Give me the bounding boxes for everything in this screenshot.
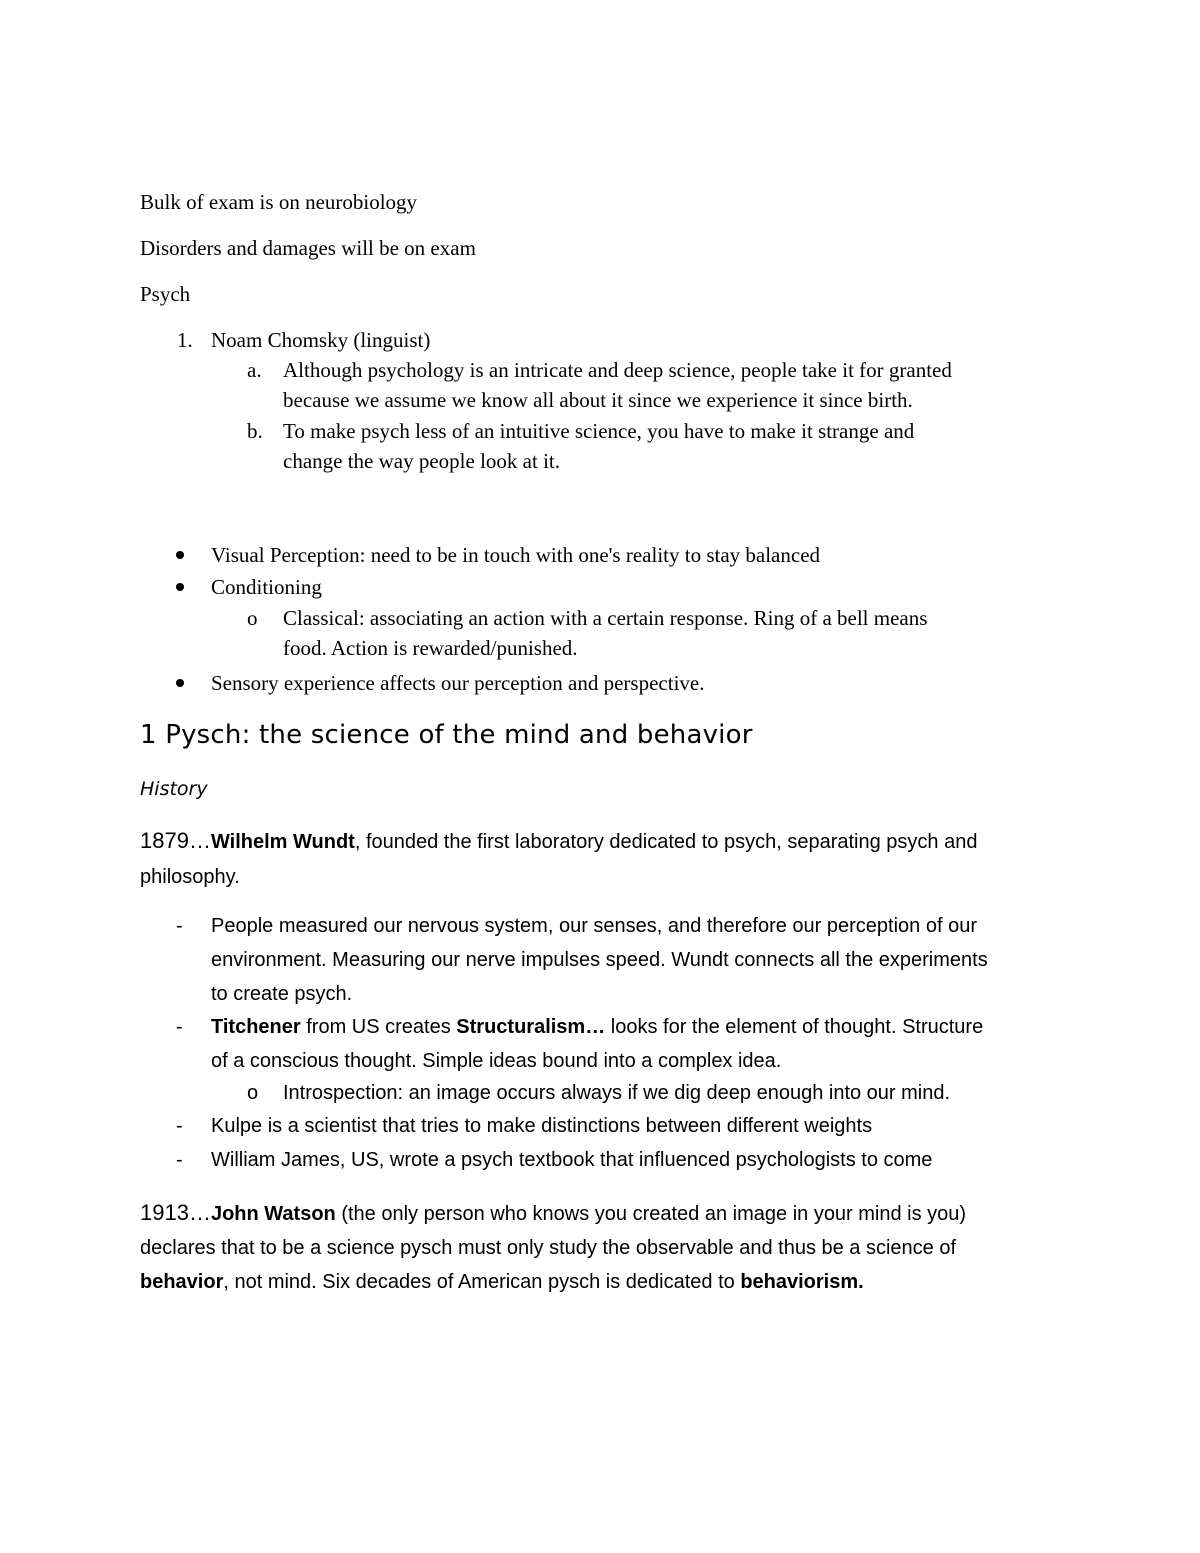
sub-item-b-line2: change the way people look at it.	[283, 449, 560, 473]
note-line-disorders: Disorders and damages will be on exam	[140, 236, 476, 260]
paragraph-1879-line2: philosophy.	[140, 866, 240, 888]
numbered-item-label: Noam Chomsky (linguist)	[211, 328, 431, 352]
sub-item-a-line2: because we assume we know all about it since we experience it since birth.	[283, 388, 913, 412]
numbered-item-marker: 1.	[177, 328, 193, 352]
paragraph-1879-rest: , founded the first laboratory dedicated to psych, separating psych and	[354, 831, 978, 853]
dash-marker: -	[176, 1149, 183, 1171]
section-heading: 1 Pysch: the science of the mind and behavior	[140, 720, 753, 750]
dash-item-2-mid: from US creates	[300, 1016, 457, 1038]
dash-item-2-line1	[211, 1010, 983, 1044]
sub-item-a-line1: Although psychology is an intricate and deep science, people take it for granted	[283, 358, 952, 382]
sub-item-b-marker: b.	[247, 419, 263, 443]
dash-marker: -	[176, 1016, 183, 1038]
dash-item-1-line2: environment. Measuring our nerve impulses speed. Wundt connects all the experiments	[211, 949, 988, 971]
bullet-dot	[176, 551, 184, 559]
paragraph-1913-line3-mid: , not mind. Six decades of American pysch is dedicated to	[223, 1271, 741, 1293]
name-john-watson: John Watson	[210, 1203, 336, 1225]
dash-item-2-rest: looks for the element of thought. Structure	[605, 1016, 984, 1038]
sub-bullet-marker: o	[247, 1082, 259, 1104]
dash-marker: -	[176, 1115, 183, 1137]
sub-bullet-marker: o	[247, 606, 258, 630]
dash-item-4: William James, US, wrote a psych textbook that influenced psychologists to come	[211, 1149, 933, 1171]
bullet-item-conditioning: Conditioning	[211, 575, 322, 599]
note-line-exam-bulk: Bulk of exam is on neurobiology	[140, 190, 418, 214]
name-wilhelm-wundt: Wilhelm Wundt	[210, 831, 355, 853]
bullet-dot	[176, 679, 184, 687]
paragraph-1913-line1	[140, 1196, 966, 1231]
dash-item-2-line2: of a conscious thought. Simple ideas bound into a complex idea.	[211, 1050, 782, 1072]
note-line-psych: Psych	[140, 282, 191, 306]
sub-item-introspection: Introspection: an image occurs always if we dig deep enough into our mind.	[283, 1082, 951, 1104]
term-structuralism: Structuralism…	[456, 1016, 606, 1038]
year-1879: 1879…	[140, 828, 211, 853]
paragraph-1879-line1	[140, 824, 977, 859]
paragraph-1913-line2: declares that to be a science pysch must only study the observable and thus be a science of	[140, 1237, 957, 1259]
dash-item-1-line1: People measured our nervous system, our senses, and therefore our perception of our	[211, 915, 977, 937]
section-subheading-history: History	[140, 778, 208, 800]
bullet-item-sensory: Sensory experience affects our perception and perspective.	[211, 671, 705, 695]
bullet-dot	[176, 583, 184, 591]
term-behaviorism: behaviorism.	[740, 1271, 864, 1293]
year-1913: 1913…	[140, 1200, 211, 1225]
paragraph-1913-rest: (the only person who knows you created an image in your mind is you)	[335, 1203, 967, 1225]
bullet-item-visual-perception: Visual Perception: need to be in touch with one's reality to stay balanced	[211, 543, 821, 567]
name-titchener: Titchener	[211, 1016, 301, 1038]
dash-marker: -	[176, 915, 183, 937]
sub-bullet-classical-line2: food. Action is rewarded/punished.	[283, 636, 578, 660]
term-behavior: behavior	[140, 1271, 224, 1293]
sub-bullet-classical-line1: Classical: associating an action with a certain response. Ring of a bell means	[283, 606, 928, 630]
dash-item-1-line3: to create psych.	[211, 983, 353, 1005]
sub-item-b-line1: To make psych less of an intuitive science, you have to make it strange and	[283, 419, 915, 443]
dash-item-3: Kulpe is a scientist that tries to make distinctions between different weights	[211, 1115, 873, 1137]
paragraph-1913-line3	[140, 1265, 864, 1299]
sub-item-a-marker: a.	[247, 358, 262, 382]
